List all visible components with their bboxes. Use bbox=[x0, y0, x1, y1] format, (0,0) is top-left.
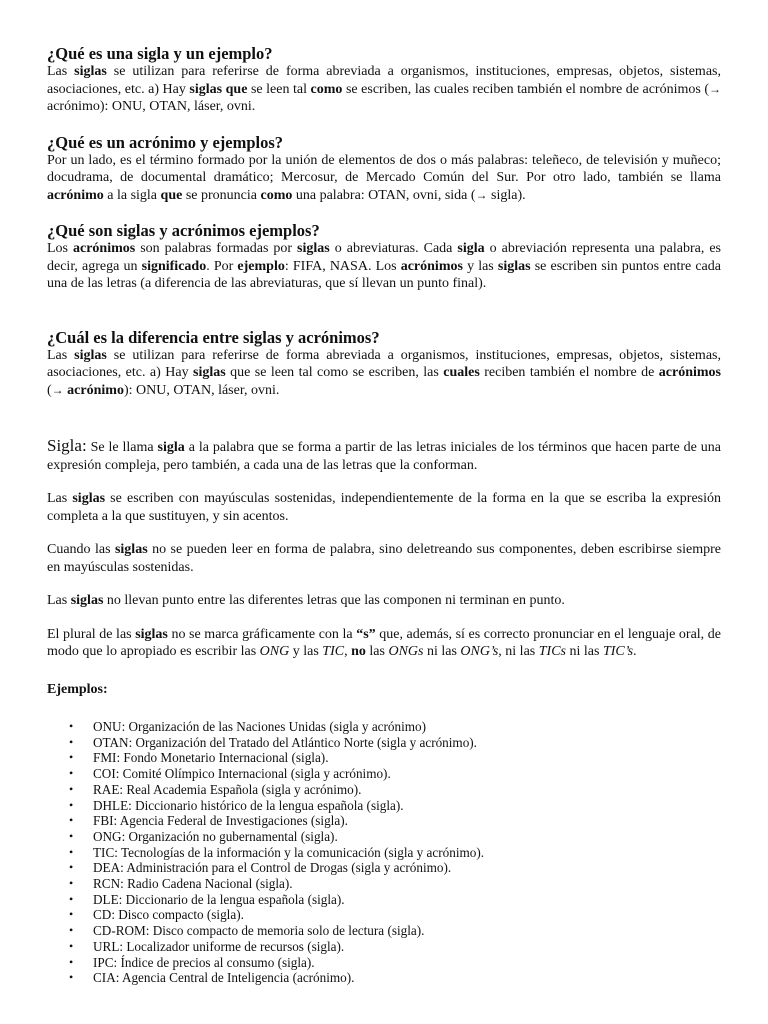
list-item-text: CD: Disco compacto (sigla). bbox=[93, 907, 244, 923]
list-item bbox=[69, 719, 721, 735]
list-item-text: CIA: Agencia Central de Inteligencia (acrónimo). bbox=[93, 970, 355, 986]
bold-term: siglas bbox=[70, 593, 104, 608]
text-run: y las bbox=[289, 644, 323, 659]
section-sigla-ejemplo bbox=[47, 44, 721, 116]
bold-term: acrónimo bbox=[67, 382, 124, 398]
text-run: se escriben, las cuales reciben también el nombre de acrónimos ( bbox=[342, 81, 709, 97]
text-run: o abreviaturas. Cada bbox=[329, 241, 458, 256]
bold-term: siglas bbox=[497, 258, 531, 274]
list-item bbox=[69, 750, 721, 766]
bullet-icon: • bbox=[69, 891, 74, 906]
bold-term: siglas bbox=[297, 241, 330, 256]
bold-term: sigla bbox=[157, 440, 185, 455]
bullet-icon: • bbox=[69, 954, 74, 969]
ejemplos-heading: Ejemplos: bbox=[47, 681, 108, 697]
list-item-text: FMI: Fondo Monetario Internacional (sigla). bbox=[93, 750, 329, 766]
text-run: Se le llama bbox=[86, 440, 158, 455]
section-paragraph bbox=[47, 152, 721, 205]
text-run: : FIFA, NASA. Los bbox=[284, 258, 401, 274]
bold-term: siglas que bbox=[189, 81, 248, 97]
italic-term: TICs bbox=[538, 644, 566, 659]
list-item bbox=[69, 970, 721, 986]
text-run: se utilizan para referirse de forma abreviada a organismos, instituciones, empresas, objetos, sistemas, asociaciones, etc. a) Hay bbox=[47, 347, 721, 380]
text-run: una palabra: OTAN, ovni, sida ( bbox=[292, 187, 476, 203]
list-item bbox=[69, 891, 721, 908]
ejemplos-list bbox=[47, 719, 721, 986]
text-run: se utilizan para referirse de forma abreviada a organismos, instituciones, empresas, objetos, sistemas, asociaciones, etc. a) Hay bbox=[47, 64, 721, 97]
bold-term: siglas bbox=[193, 365, 226, 380]
list-item-text: FBI: Agencia Federal de Investigaciones (sigla). bbox=[93, 813, 348, 829]
text-run: ( bbox=[47, 382, 52, 398]
text-run: Las bbox=[47, 491, 73, 506]
text-run: Por un lado, es el término formado por la unión de elementos de dos o más palabras: teleñeco, de televisión y muñeco; docudrama, de documental dramático; Mercosur, de Mercado Común del Sur. Por otro lado, también se llama bbox=[47, 152, 721, 185]
text-run: reciben también el nombre de bbox=[479, 365, 659, 380]
bullet-icon: • bbox=[69, 781, 74, 796]
bullet-icon: • bbox=[69, 876, 74, 891]
bold-term: acrónimos bbox=[73, 241, 136, 256]
italic-term: ONGs bbox=[388, 644, 424, 659]
bold-term: “s” bbox=[356, 626, 376, 642]
list-item bbox=[69, 828, 721, 845]
bold-term: como bbox=[310, 81, 343, 97]
sigla-paragraph-2 bbox=[47, 490, 721, 525]
text-run: no se pueden leer en forma de palabra, sino deletreando sus componentes, deben escribirse siempre en mayúsculas sostenidas. bbox=[47, 542, 721, 575]
bold-term: acrónimos bbox=[400, 258, 463, 274]
list-item bbox=[69, 923, 721, 939]
bullet-icon: • bbox=[69, 907, 74, 922]
list-item-text: RCN: Radio Cadena Nacional (sigla). bbox=[93, 876, 293, 892]
text-run: Las bbox=[47, 347, 75, 363]
arrow-icon: → bbox=[51, 382, 64, 397]
list-item-text: ONU: Organización de las Naciones Unidas (sigla y acrónimo) bbox=[93, 719, 427, 734]
list-item bbox=[69, 938, 721, 955]
text-run: se pronuncia bbox=[182, 187, 261, 203]
text-run: las bbox=[365, 644, 389, 659]
text-run: se escriben sin puntos entre cada una de las letras (a diferencia de las abreviaturas, que sí llevan un punto final). bbox=[47, 258, 721, 291]
sigla-paragraph-1 bbox=[47, 437, 721, 474]
list-item bbox=[69, 876, 721, 892]
bold-term: que bbox=[160, 187, 183, 203]
sigla-term: Sigla: bbox=[47, 436, 87, 455]
text-run: , ni las bbox=[498, 644, 539, 659]
bold-term: acrónimo bbox=[47, 187, 104, 203]
text-run: Cuando las bbox=[47, 542, 115, 557]
list-item bbox=[69, 860, 721, 876]
bold-term: siglas bbox=[74, 347, 107, 363]
section-paragraph bbox=[47, 63, 721, 116]
list-item-text: IPC: Índice de precios al consumo (sigla). bbox=[93, 954, 315, 970]
section-acronimo-ejemplos bbox=[47, 133, 721, 205]
bullet-icon: • bbox=[69, 828, 74, 843]
bold-term: sigla bbox=[457, 241, 485, 256]
bold-term: significado bbox=[141, 258, 207, 274]
list-item-text: DHLE: Diccionario histórico de la lengua española (sigla). bbox=[93, 797, 404, 813]
list-item bbox=[69, 954, 721, 971]
text-run: ni las bbox=[423, 644, 461, 659]
text-run: se escriben con mayúsculas sostenidas, independientemente de la forma en la que se escriba la expresión completa a la que sustituyen, y sin acentos. bbox=[47, 491, 721, 524]
list-item bbox=[69, 797, 721, 814]
bullet-icon: • bbox=[69, 860, 74, 875]
list-item bbox=[69, 734, 721, 751]
arrow-icon: → bbox=[709, 81, 721, 96]
sigla-paragraph-5 bbox=[47, 626, 721, 661]
text-run: El plural de las bbox=[47, 626, 136, 642]
section-heading: ¿Cuál es la diferencia entre siglas y acrónimos? bbox=[47, 327, 380, 347]
bullet-icon: • bbox=[69, 734, 74, 749]
bold-term: siglas bbox=[114, 542, 148, 557]
bold-term: no bbox=[351, 644, 366, 659]
italic-term: TIC’s bbox=[602, 644, 634, 659]
list-item-text: ONG: Organización no gubernamental (sigla). bbox=[93, 828, 338, 844]
text-run: a la sigla bbox=[103, 187, 161, 203]
sigla-definition bbox=[47, 437, 721, 661]
bullet-icon: • bbox=[69, 750, 74, 765]
bold-term: siglas bbox=[72, 491, 106, 506]
text-run: Las bbox=[47, 593, 71, 608]
bold-term: siglas bbox=[135, 626, 168, 642]
section-paragraph bbox=[47, 240, 721, 293]
text-run: son palabras formadas por bbox=[135, 241, 298, 256]
text-run: . Por bbox=[206, 258, 238, 274]
text-run: a la palabra que se forma a partir de las letras iniciales de los términos que hacen parte de una expresión compleja, pero también, a cada una de las letras que la conforman. bbox=[47, 440, 721, 473]
list-item-text: DEA: Administración para el Control de Drogas (sigla y acrónimo). bbox=[93, 860, 452, 876]
text-run: que, además, sí es correcto pronunciar en el lenguaje oral, de modo que lo apropiado es escribir las bbox=[47, 626, 721, 659]
list-item-text: TIC: Tecnologías de la información y la comunicación (sigla y acrónimo). bbox=[93, 844, 485, 860]
section-paragraph bbox=[47, 347, 721, 400]
text-run: Las bbox=[47, 64, 75, 79]
bullet-icon: • bbox=[69, 797, 74, 812]
bold-term: siglas bbox=[74, 64, 107, 79]
bullet-icon: • bbox=[69, 766, 74, 781]
text-run: ni las bbox=[565, 644, 603, 659]
italic-term: ONG’s bbox=[460, 644, 499, 659]
text-run: no llevan punto entre las diferentes letras que las componen ni terminan en punto. bbox=[103, 593, 565, 608]
list-item bbox=[69, 844, 721, 861]
sigla-paragraph-4 bbox=[47, 592, 721, 610]
document-page bbox=[47, 44, 721, 986]
bold-term: cuales bbox=[443, 365, 480, 380]
list-item-text: COI: Comité Olímpico Internacional (sigla y acrónimo). bbox=[93, 766, 391, 782]
section-heading: ¿Qué es un acrónimo y ejemplos? bbox=[47, 132, 284, 152]
list-item bbox=[69, 813, 721, 829]
bullet-icon: • bbox=[69, 923, 74, 938]
text-run: no se marca gráficamente con la bbox=[167, 626, 357, 642]
text-run: Los bbox=[47, 241, 73, 256]
text-run: . bbox=[633, 644, 637, 659]
text-run: sigla). bbox=[487, 187, 526, 203]
bullet-icon: • bbox=[69, 844, 74, 859]
italic-term: TIC bbox=[322, 644, 345, 659]
text-run: o abreviación representa una palabra, es decir, agrega un bbox=[47, 241, 722, 274]
text-run: se leen tal bbox=[247, 81, 311, 97]
sigla-paragraph-3 bbox=[47, 541, 721, 576]
italic-term: ONG bbox=[259, 644, 290, 659]
list-item-text: RAE: Real Academia Española (sigla y acrónimo). bbox=[93, 781, 362, 797]
bold-term: acrónimos bbox=[658, 365, 721, 380]
text-run: que se leen tal como se escriben, las bbox=[225, 365, 444, 380]
section-heading: ¿Qué son siglas y acrónimos ejemplos? bbox=[47, 221, 320, 240]
list-item bbox=[69, 781, 721, 798]
list-item-text: OTAN: Organización del Tratado del Atlántico Norte (sigla y acrónimo). bbox=[93, 734, 477, 750]
section-diferencia bbox=[47, 328, 721, 400]
section-siglas-acronimos-ejemplos bbox=[47, 221, 721, 293]
text-run: , bbox=[344, 644, 352, 659]
list-item-text: URL: Localizador uniforme de recursos (sigla). bbox=[93, 938, 345, 954]
list-item-text: CD-ROM: Disco compacto de memoria solo de lectura (sigla). bbox=[93, 923, 425, 939]
text-run: y las bbox=[462, 258, 498, 274]
arrow-icon: → bbox=[475, 187, 488, 202]
bold-term: ejemplo bbox=[237, 258, 285, 274]
bullet-icon: • bbox=[69, 938, 74, 953]
text-run: ): ONU, OTAN, láser, ovni. bbox=[123, 382, 280, 398]
section-heading: ¿Qué es una sigla y un ejemplo? bbox=[47, 44, 273, 63]
list-item-text: DLE: Diccionario de la lengua española (sigla). bbox=[93, 891, 345, 907]
list-item bbox=[69, 907, 721, 923]
bullet-icon: • bbox=[69, 970, 74, 985]
text-run: acrónimo): ONU, OTAN, láser, ovni. bbox=[47, 99, 256, 114]
bullet-icon: • bbox=[69, 813, 74, 828]
bullet-icon: • bbox=[69, 719, 74, 733]
list-item bbox=[69, 766, 721, 782]
bold-term: como bbox=[260, 187, 293, 203]
